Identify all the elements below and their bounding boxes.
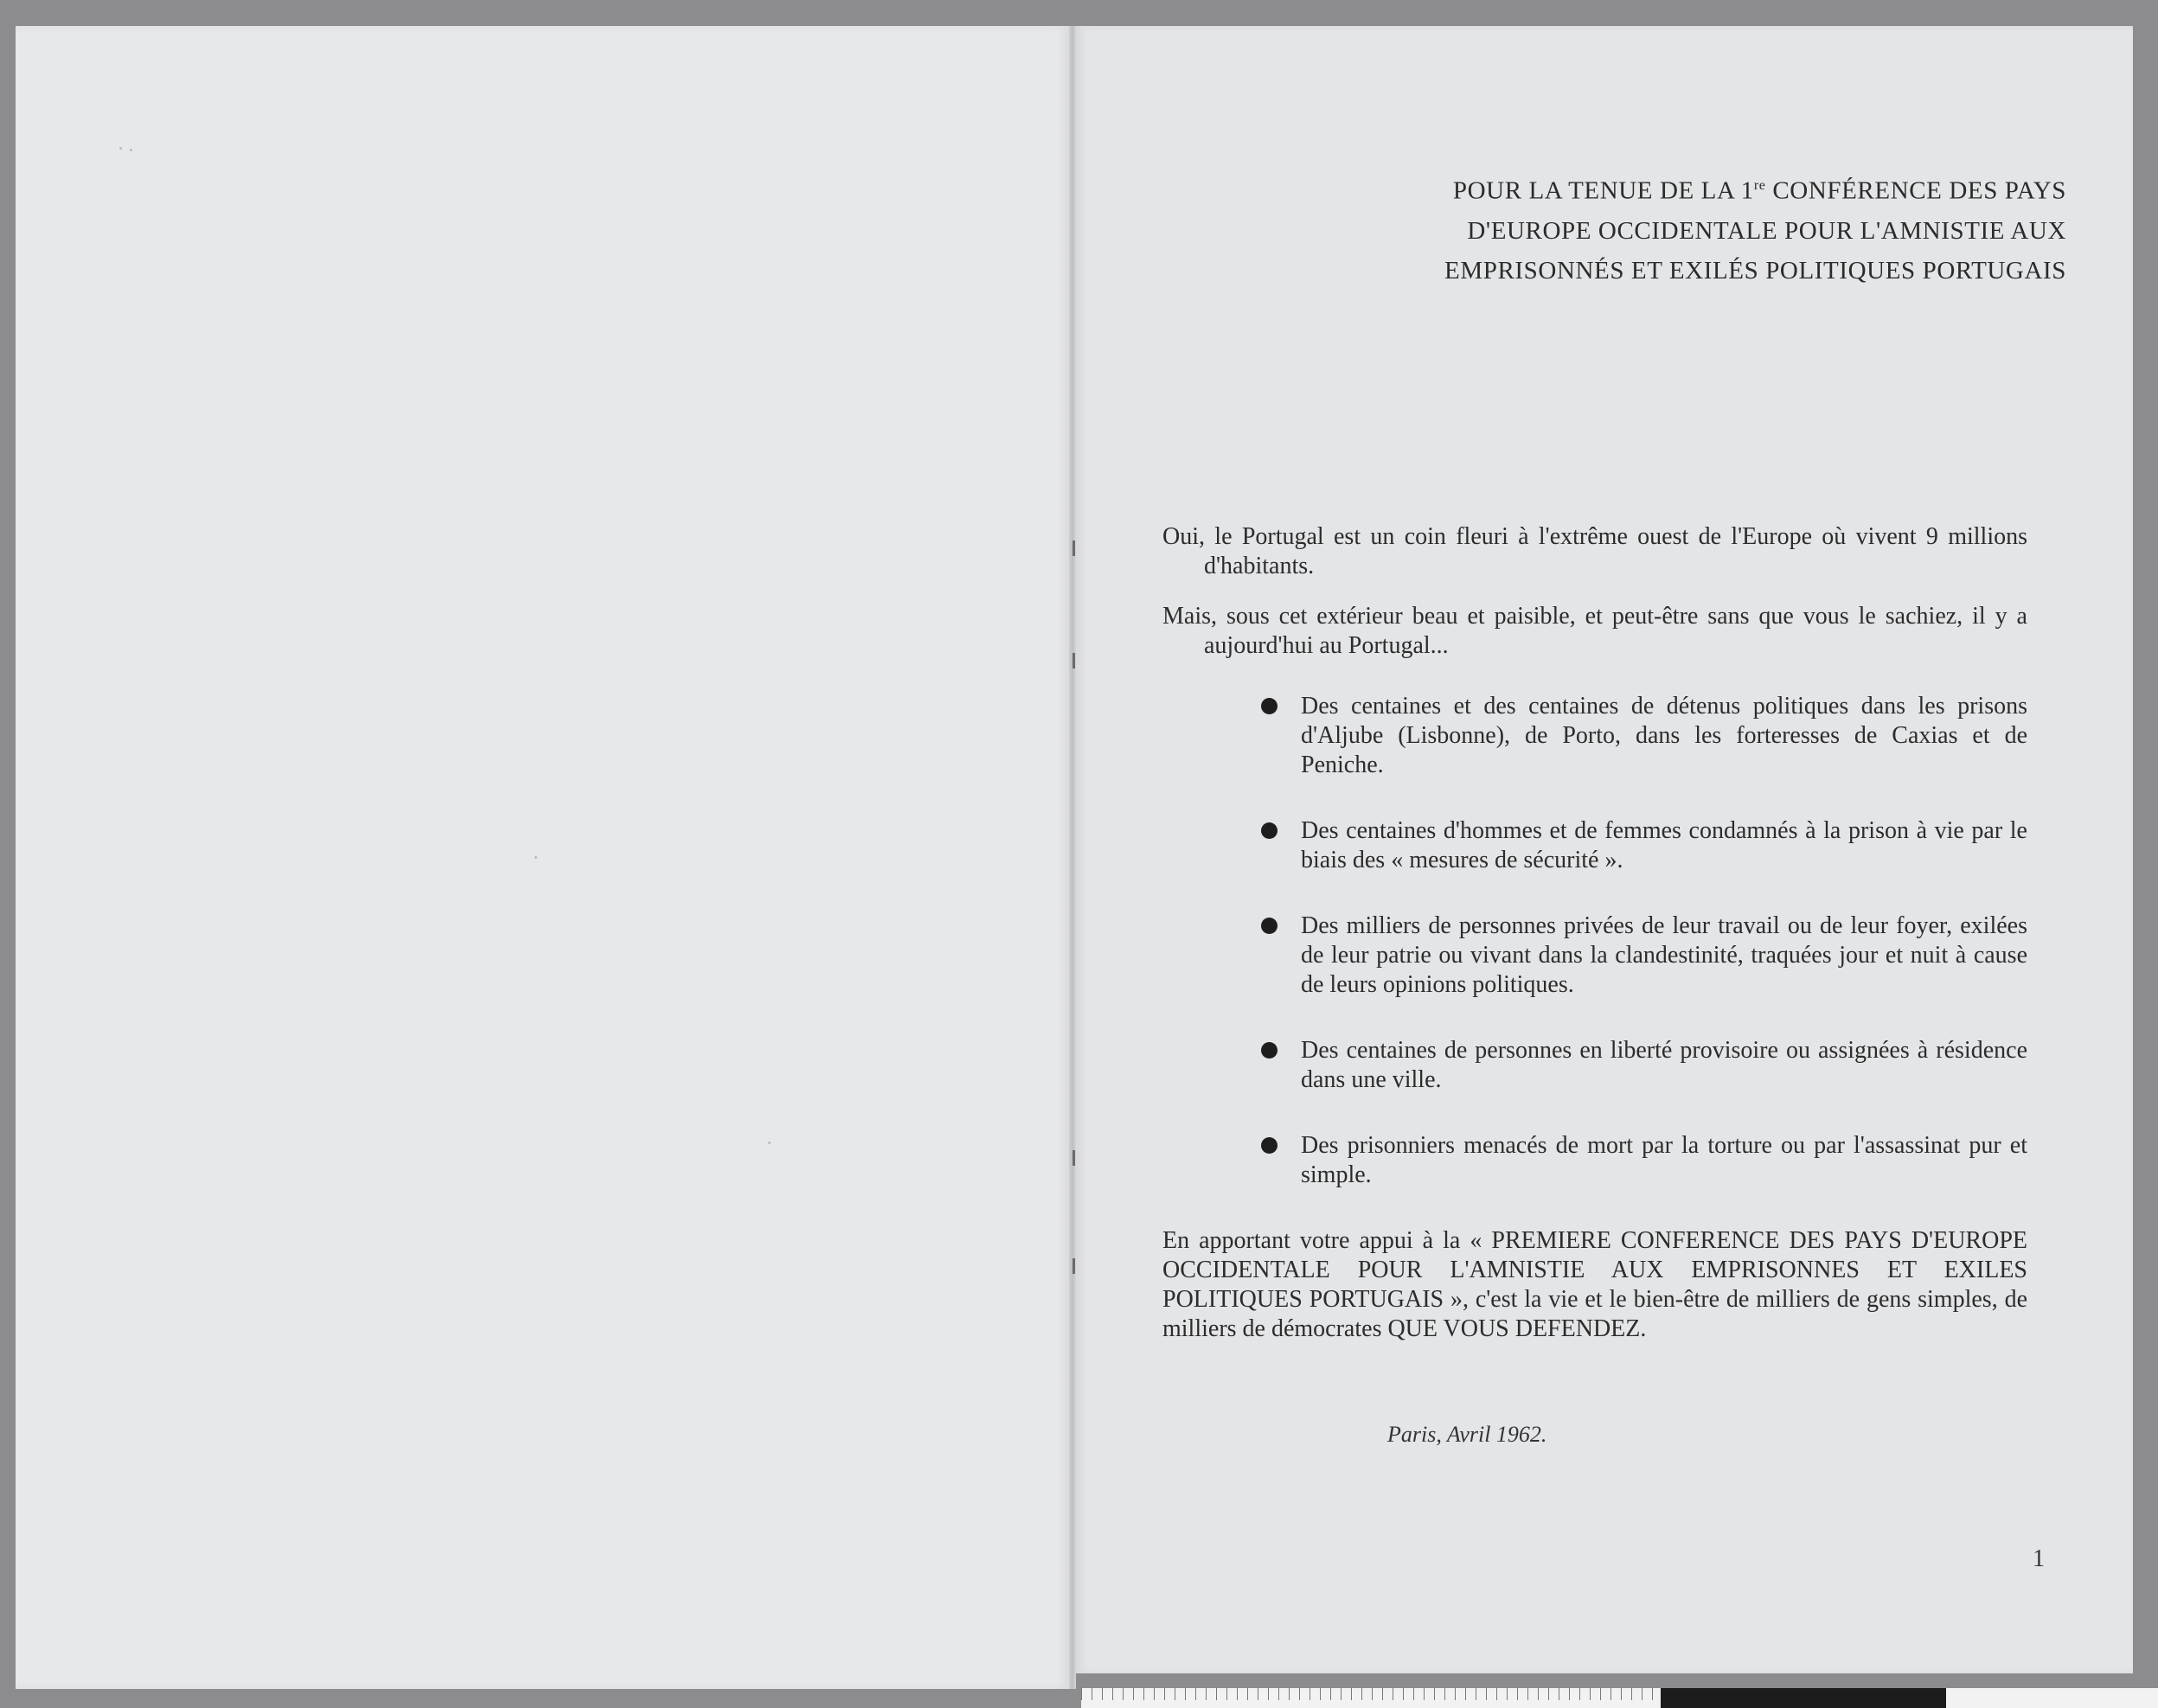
page-number: 1 (2033, 1545, 2045, 1572)
bullet-dot-icon (1261, 1137, 1278, 1154)
list-item (1301, 816, 2027, 875)
closing-paragraph: En apportant votre appui à la « PREMIERE CONFERENCE DES PAYS D'EUROPE OCCIDENTALE POUR L'AMNISTIE AUX EMPRISONNES ET EXILES POLITIQUES PORTUGAIS », c'est la vie et le bien-être de milliers de gens simples, de milliers de démocrates QUE VOUS DEFENDEZ. (1162, 1227, 2027, 1342)
list-item-text: Des centaines d'hommes et de femmes condamnés à la prison à vie par le biais des « mesures de sécurité ». (1301, 817, 2027, 873)
paper-speck (535, 856, 537, 859)
bullet-dot-icon (1261, 698, 1278, 714)
paper-speck (768, 1142, 771, 1144)
bullet-dot-icon (1261, 918, 1278, 934)
paper-speck (130, 149, 132, 151)
staple (1073, 1150, 1075, 1166)
staple (1073, 653, 1075, 668)
title-line-3: EMPRISONNÉS ET EXILÉS POLITIQUES PORTUGAIS (1444, 256, 2066, 285)
list-item-text: Des prisonniers menacés de mort par la torture ou par l'assassinat pur et simple. (1301, 1132, 2027, 1188)
intro-paragraph: Mais, sous cet extérieur beau et paisible, et peut-être sans que vous le sachiez, il y a aujourd'hui au Portugal... (1162, 603, 2027, 659)
ruler-ticks (1081, 1688, 1661, 1700)
left-page-blank (16, 26, 1069, 1689)
list-item-text: Des milliers de personnes privées de leur travail ou de leur foyer, exilées de leur patrie ou vivant dans la clandestinité, traquées jour et nuit à cause de leurs opinions politiques. (1301, 912, 2027, 998)
place-date: Paris, Avril 1962. (1387, 1422, 1547, 1447)
title-line-1: POUR LA TENUE DE LA 1re CONFÉRENCE DES PAYS (1452, 176, 2066, 205)
list-item (1301, 692, 2027, 780)
bullet-dot-icon (1261, 1042, 1278, 1059)
intro-paragraph: Oui, le Portugal est un coin fleuri à l'extrême ouest de l'Europe où vivent 9 millions d'habitants. (1162, 523, 2027, 579)
title-line-2: D'EUROPE OCCIDENTALE POUR L'AMNISTIE AUX (1467, 216, 2066, 245)
ordinal-superscript: re (1753, 178, 1766, 193)
list-item-text: Des centaines et des centaines de détenus politiques dans les prisons d'Aljube (Lisbonne), de Porto, dans les forteresses de Caxias et de Peniche. (1301, 693, 2027, 778)
scale-ruler (1081, 1688, 2158, 1708)
right-page (1076, 26, 2133, 1673)
bullet-list (1162, 692, 2027, 1190)
staple (1073, 541, 1075, 556)
color-bar (1946, 1688, 2158, 1708)
list-item (1301, 1036, 2027, 1095)
list-item-text: Des centaines de personnes en liberté provisoire ou assignées à résidence dans une ville. (1301, 1037, 2027, 1093)
book-gutter (1069, 26, 1076, 1689)
bullet-dot-icon (1261, 822, 1278, 839)
document-title (1335, 166, 2066, 291)
list-item (1301, 912, 2027, 1000)
list-item (1301, 1131, 2027, 1190)
paper-speck (119, 147, 122, 150)
staple (1073, 1258, 1075, 1274)
document-body (1162, 522, 2027, 1368)
